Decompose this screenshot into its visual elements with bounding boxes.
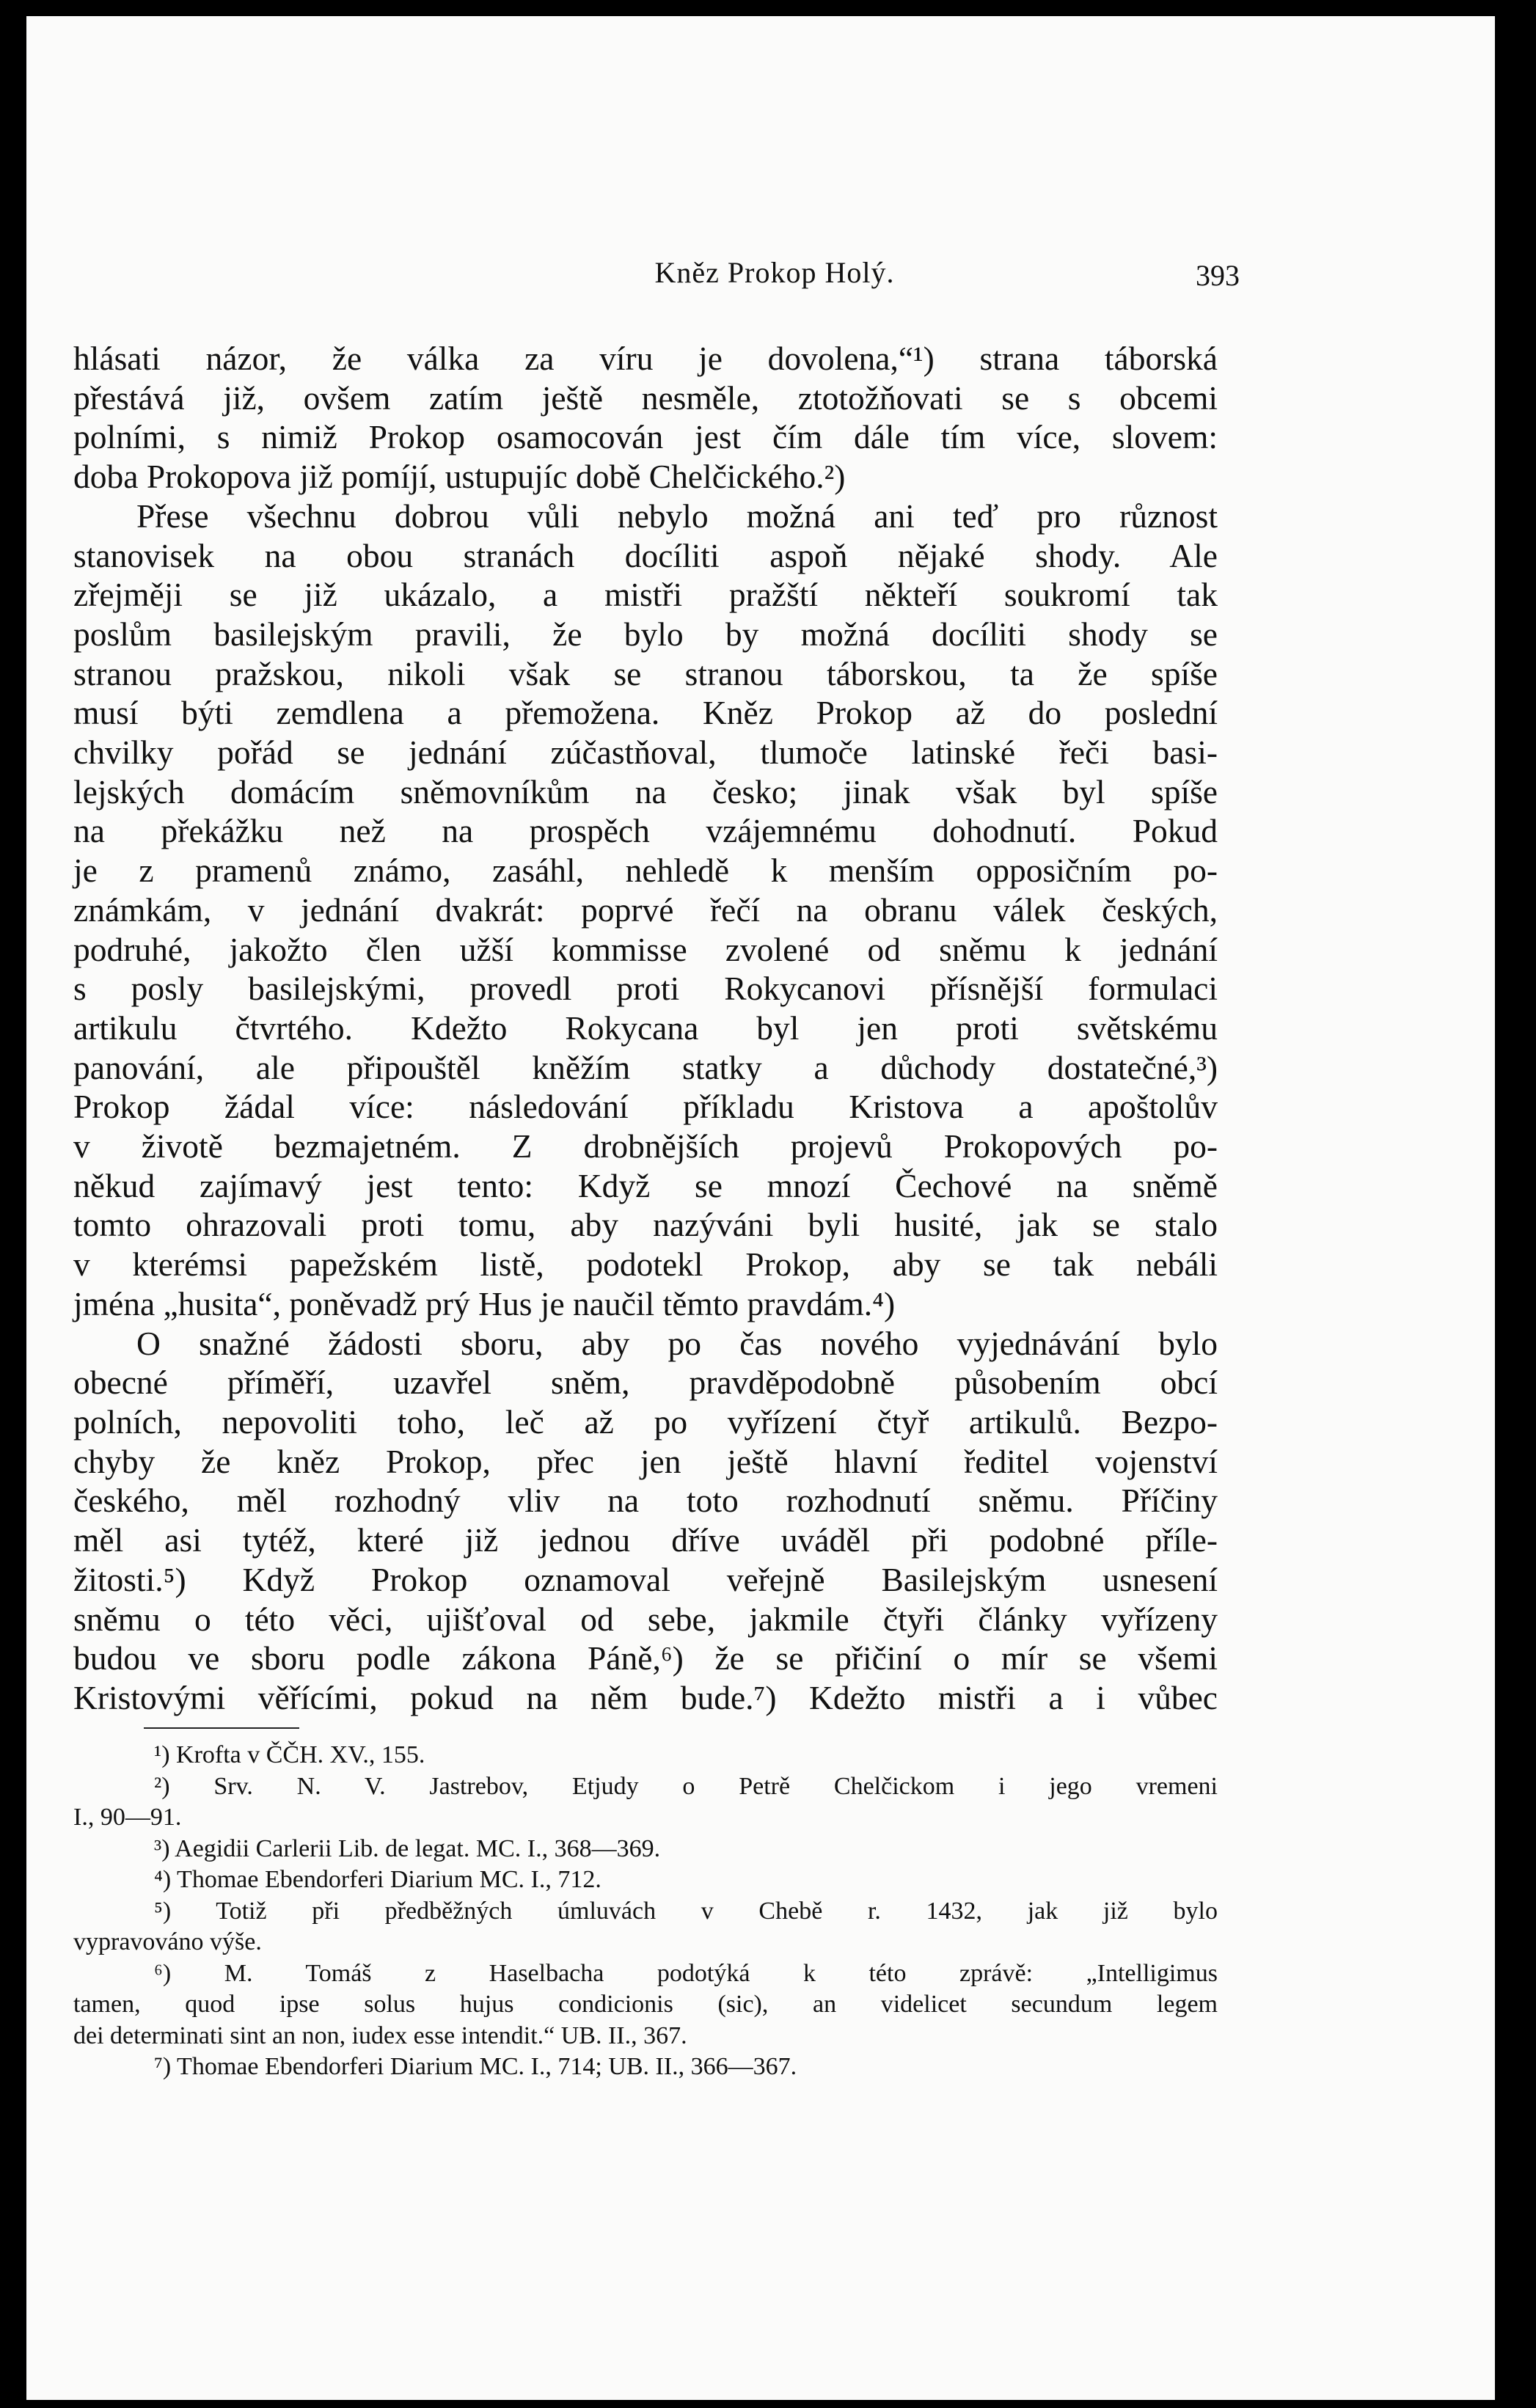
footnote: ⁵) Totiž při předběžných úmluvách v Chebě r. 1432, jak již bylo	[154, 1897, 1218, 1925]
footnotes	[73, 1740, 1218, 2083]
footnote: ⁴) Thomae Ebendorferi Diarium MC. I., 712.	[154, 1866, 601, 1893]
text-line: s posly basilejskými, provedl proti Rokycanovi přísnější formulaci	[73, 970, 1218, 1008]
page-header	[26, 255, 1495, 299]
text-line: měl asi tytéž, které již jednou dříve uváděl při podobné příle-	[73, 1521, 1218, 1559]
text-line: Přese všechnu dobrou vůli nebylo možná ani teď pro různost	[136, 497, 1218, 535]
footnote-continuation: I., 90—91.	[73, 1804, 182, 1831]
text-line: budou ve sboru podle zákona Páně,⁶) že se přičiní o mír se všemi	[73, 1639, 1218, 1677]
text-line: musí býti zemdlena a přemožena. Kněz Prokop až do poslední	[73, 694, 1218, 732]
book-page	[26, 16, 1495, 2400]
text-line: v kterémsi papežském listě, podotekl Prokop, aby se tak nebáli	[73, 1245, 1218, 1284]
text-line: českého, měl rozhodný vliv na toto rozhodnutí sněmu. Příčiny	[73, 1482, 1218, 1520]
text-line: přestává již, ovšem zatím ještě nesměle, ztotožňovati se s obcemi	[73, 378, 1218, 417]
text-line: tomto ohrazovali proti tomu, aby nazýváni byli husité, jak se stalo	[73, 1206, 1218, 1244]
text-line: stranou pražskou, nikoli však se stranou táborskou, ta že spíše	[73, 654, 1218, 692]
page-number: 393	[1196, 259, 1240, 292]
footnote-continuation: vypravováno výše.	[73, 1928, 262, 1955]
text-line: je z pramenů známo, zasáhl, nehledě k menším opposičním po-	[73, 852, 1218, 890]
text-line: O snažné žádosti sboru, aby po čas nového vyjednávání bylo	[136, 1324, 1218, 1362]
footnote-continuation: tamen, quod ipse solus hujus condicionis (sic), an videlicet secundum legem	[73, 1991, 1218, 2018]
text-line: stanovisek na obou stranách docíliti aspoň nějaké shody. Ale	[73, 536, 1218, 574]
text-line: doba Prokopova již pomíjí, ustupujíc době Chelčického.²)	[73, 458, 846, 496]
footnote-continuation: dei determinati sint an non, iudex esse intendit.“ UB. II., 367.	[73, 2021, 687, 2049]
text-line: jména „husita“, poněvadž prý Hus je naučil těmto pravdám.⁴)	[73, 1284, 896, 1322]
text-line: žitosti.⁵) Když Prokop oznamoval veřejně Basilejským usnesení	[73, 1560, 1218, 1598]
text-line: panování, ale připouštěl kněžím statky a důchody dostatečné,³)	[73, 1048, 1218, 1086]
text-line: na překážku než na prospěch vzájemnému dohodnutí. Pokud	[73, 812, 1218, 850]
running-title: Kněz Prokop Holý.	[654, 256, 895, 289]
text-line: sněmu o této věci, ujišťoval od sebe, jakmile čtyři články vyřízeny	[73, 1600, 1218, 1638]
text-line: známkám, v jednání dvakrát: poprvé řečí na obranu válek českých,	[73, 890, 1218, 929]
text-line: lejských domácím sněmovníkům na česko; jinak však byl spíše	[73, 772, 1218, 810]
text-line: někud zajímavý jest tento: Když se mnozí Čechové na sněmě	[73, 1166, 1218, 1204]
text-line: Prokop žádal více: následování příkladu Kristova a apoštolův	[73, 1088, 1218, 1126]
text-line: Kristovými věřícími, pokud na něm bude.⁷) Kdežto mistři a i vůbec	[73, 1678, 1218, 1716]
text-line: v životě bezmajetném. Z drobnějších projevů Prokopových po-	[73, 1127, 1218, 1165]
text-line: polními, s nimiž Prokop osamocován jest čím dále tím více, slovem:	[73, 418, 1218, 456]
footnote: ⁷) Thomae Ebendorferi Diarium MC. I., 714; UB. II., 366—367.	[154, 2053, 797, 2080]
main-text	[73, 339, 1218, 1718]
text-line: chyby že kněz Prokop, přec jen ještě hlavní ředitel vojenství	[73, 1442, 1218, 1480]
footnote: ¹) Krofta v ČČH. XV., 155.	[154, 1741, 425, 1768]
text-line: obecné příměří, uzavřel sněm, pravděpodobně působením obcí	[73, 1364, 1218, 1402]
text-line: poslům basilejským pravili, že bylo by možná docíliti shody se	[73, 615, 1218, 653]
footnote: ³) Aegidii Carlerii Lib. de legat. MC. I., 368—369.	[154, 1834, 661, 1862]
text-line: polních, nepovoliti toho, leč až po vyřízení čtyř artikulů. Bezpo-	[73, 1402, 1218, 1441]
text-line: artikulu čtvrtého. Kdežto Rokycana byl jen proti světskému	[73, 1009, 1218, 1047]
text-line: hlásati názor, že válka za víru je dovolena,“¹) strana táborská	[73, 340, 1218, 377]
footnote: ²) Srv. N. V. Jastrebov, Etjudy o Petrě Chelčickom i jego vremeni	[154, 1772, 1218, 1800]
footnote: ⁶) M. Tomáš z Haselbacha podotýká k této zprávě: „Intelligimus	[154, 1959, 1218, 1987]
text-line: zřejměji se již ukázalo, a mistři pražští někteří soukromí tak	[73, 576, 1218, 614]
text-line: chvilky pořád se jednání zúčastňoval, tlumoče latinské řeči basi-	[73, 733, 1218, 772]
text-line: podruhé, jakožto člen užší kommisse zvolené od sněmu k jednání	[73, 930, 1218, 968]
footnote-divider	[144, 1727, 299, 1729]
